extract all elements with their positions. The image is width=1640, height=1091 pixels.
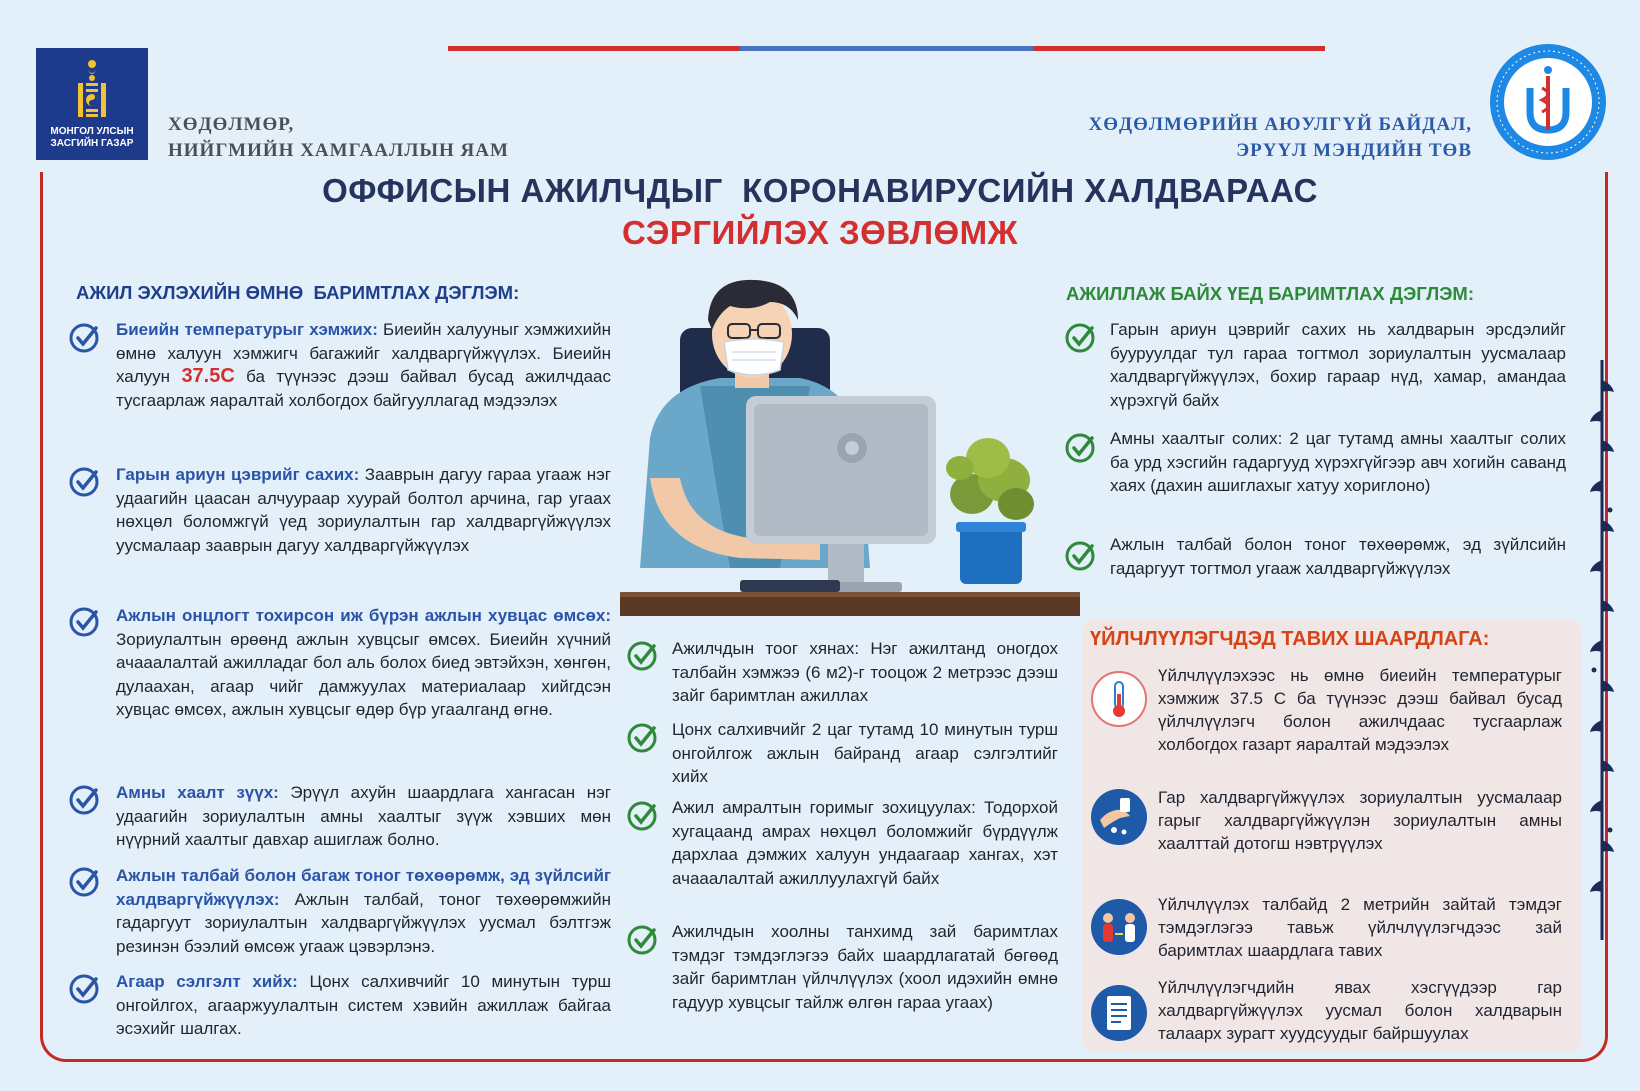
left-section-heading: АЖИЛ ЭХЛЭХИЙН ӨМНӨ БАРИМТЛАХ ДЭГЛЭМ: [76, 282, 520, 303]
temperature-highlight: 37.5С [181, 365, 235, 387]
ministry-name [168, 112, 509, 164]
left-item-title: Амны хаалт зүүх: [116, 783, 279, 802]
middle-item-staff-count: Ажилчдын тоог хянах: Нэг ажилтанд оногдох талбайн хэмжээ (6 м2)-г тооцож 2 метрээс дээш зайг баримтлан ажиллах [672, 639, 1058, 705]
distance-people-icon [1090, 898, 1148, 956]
left-item-text: Биеийн халууныг хэмжихийн өмнө халуун хэмжигч багажийг халдваргүйжүүлэх. Биеийн халуун [116, 320, 611, 386]
hand-sanitizer-icon [1090, 788, 1148, 846]
center-name-line1: ХӨДӨЛМӨРИЙН АЮУЛГҮЙ БАЙДАЛ, [1088, 114, 1472, 135]
left-item-text: Цонх салхивчийг 10 минутын турш онгойлгох, агааржуулалтын систем хэвийн ажиллаж байгаа эсэхийг шалгах. [116, 972, 611, 1038]
thermometer-icon [1090, 670, 1148, 728]
government-logo [36, 48, 148, 160]
customer-item-sanitizer: Гар халдваргүйжүүлэх зориулалтын уусмалаар гарыг халдваргүйжүүлэн зориулалтын амны хаалттай дотогш нэвтрүүлэх [1158, 788, 1562, 853]
middle-item-window-ventilation: Цонх салхивчийг 2 цаг тутамд 10 минутын турш онгойлгож ажлын байранд агаар сэлгэлтийг хийх [672, 720, 1058, 786]
ministry-name-line2: НИЙГМИЙН ХАМГААЛЛЫН ЯАМ [168, 140, 509, 161]
right-item-disinfect-surfaces: Ажлын талбай болон тоног төхөөрөмж, эд зүйлсийн гадаргуут тогтмол угааж халдваргүйжүүлэх [1110, 535, 1566, 578]
middle-item-canteen: Ажилчдын хоолны танхимд зай баримтлах тэмдэг тэмдэглэгээ байх шаардлагатай бөгөөд зайг баримтлан үйлчлүүлэх (хоол идэхийн өмнө гадуур хувцсыг тайлж өлгөн гараа угаах) [672, 922, 1058, 1012]
customer-requirements-heading: ҮЙЛЧЛҮҮЛЭГЧДЭД ТАВИХ ШААРДЛАГА: [1090, 628, 1490, 650]
check-icon [626, 640, 658, 672]
customer-item-posters: Үйлчлүүлэгчдийн явах хэсгүүдээр гар халдваргүйжүүлэх уусмал болон халдварын талаарх зурагт хуудсуудыг байршуулах [1158, 978, 1562, 1043]
right-section-heading: АЖИЛЛАЖ БАЙХ ҮЕД БАРИМТЛАХ ДЭГЛЭМ: [1066, 283, 1474, 304]
left-item-title: Гарын ариун цэврийг сахих: [116, 465, 360, 484]
middle-item-work-rest: Ажил амралтын горимыг зохицуулах: Тодорхой хугацаанд амрах нөхцөл боломжийг бүрдүүлж дархлаа дэмжих халуун ундаагаар хангах, хэт ачааалалтай ажиллуулахгүй байх [672, 798, 1058, 888]
check-icon [1064, 432, 1096, 464]
mongolian-script-decoration [1584, 360, 1620, 940]
left-item-text: ба түүнээс дээш байвал бусад ажилчдаас тусгаарлаж яаралтай холбогдох байгууллагад мэдээлэх [116, 367, 612, 410]
left-item-title: Биеийн температурыг хэмжих: [116, 320, 378, 339]
header-divider [448, 46, 1325, 51]
left-item-temperature [116, 318, 611, 412]
customer-item-distance: Үйлчлүүлэх талбайд 2 метрийн зайтай тэмдэг тэмдэглэгээ тавьж үйлчлүүлэгчдээс зай баримтлах шаардлага тавих [1158, 895, 1562, 960]
soyombo-emblem-icon [72, 58, 112, 120]
check-icon [68, 606, 100, 638]
check-icon [68, 973, 100, 1005]
page-subtitle: СЭРГИЙЛЭХ ЗӨВЛӨМЖ [621, 214, 1018, 251]
ministry-name-line1: ХӨДӨЛМӨР, [168, 114, 295, 135]
check-icon [68, 466, 100, 498]
left-item-ventilation [116, 970, 611, 1041]
page-title: ОФФИСЫН АЖИЛЧДЫГ КОРОНАВИРУСИЙН ХАЛДВАРААС [322, 172, 1318, 209]
customer-item-temperature: Үйлчлүүлэхээс нь өмнө биеийн температурыг хэмжиж 37.5 С ба түүнээс дээш байвал бусад үйлчлүүлэгч болон ажилчдаас тусгаарлаж холбогдох газарт яаралтай мэдээлэх [1158, 666, 1562, 754]
left-item-work-clothes [116, 604, 611, 722]
left-item-disinfect-workplace [116, 864, 611, 958]
left-item-text: Ажлын талбай, тоног төхөөрөмжийн гадаргуут зориулалтын халдваргүйжүүлэх уусмал бэлтгэж резинэн бээлий өмсөж угааж цэвэрлэнэ. [116, 889, 611, 956]
left-item-text: Зориулалтын өрөөнд ажлын хувцсыг өмсөх. Биеийн хүчний ачааалалтай ажилладаг бол аль болох биед эвтэйхэн, хөнгөн, дулаахан, агаар чийг дамжуулах материалаар хийгдсэн хувцас өмсөх, ажлын хувцсыг өдөр бүр угаалганд өгнө. [116, 629, 611, 719]
left-item-mask [116, 781, 611, 852]
check-icon [626, 924, 658, 956]
left-item-text: Эрүүл ахуйн шаардлага хангасан нэг удаагийн зориулалтын амны хаалтыг зүүж хэвших мөн нүүрний хаалтыг давхар ашиглаж болно. [116, 783, 611, 849]
left-item-title: Ажлын онцлогт тохирсон иж бүрэн ажлын хувцас өмсөх: [116, 606, 611, 625]
center-name [1089, 112, 1472, 164]
poster-icon [1090, 984, 1148, 1042]
check-icon [68, 866, 100, 898]
right-item-change-mask: Амны хаалтыг солих: 2 цаг тутамд амны хаалтыг солих ба урд хэсгийн гадаргууд хүрэхгүйгээр авч хогийн саванд хаях (дахин ашиглахыг хатуу хориглоно) [1110, 429, 1566, 495]
left-item-hand-hygiene [116, 463, 611, 557]
government-logo-caption: МОНГОЛ УЛСЫН ЗАСГИЙН ГАЗАР [50, 126, 134, 149]
check-icon [626, 800, 658, 832]
office-worker-illustration [620, 268, 1080, 624]
right-item-hand-hygiene: Гарын ариун цэврийг сахих нь халдварын эрсдэлийг бууруулдаг тул гараа тогтмол зориулалтын уусмалаар халдваргүйжүүлэх, бохир гараар нүд, хамар, амандаа хүрэхгүй байх [1110, 320, 1566, 410]
left-item-title: Агаар сэлгэлт хийх: [116, 972, 298, 991]
center-name-line2: ЭРҮҮЛ МЭНДИЙН ТӨВ [1236, 140, 1472, 161]
check-icon [1064, 322, 1096, 354]
check-icon [626, 722, 658, 754]
left-item-title: Ажлын талбай болон багаж тоног төхөөрөмж, эд зүйлсийг халдваргүйжүүлэх: [116, 866, 611, 909]
check-icon [68, 784, 100, 816]
left-item-text: Зааврын дагуу гараа угааж нэг удаагийн цаасан алчуураар хуурай болтол арчина, гар угаах нөхцөл боломжгүй үед зориулалтын гар халдваргүйжүүлэх уусмалаар зааврын дагуу халдваргүйжүүлэх [116, 465, 611, 555]
check-icon [1064, 540, 1096, 572]
check-icon [68, 322, 100, 354]
center-logo [1488, 42, 1608, 162]
